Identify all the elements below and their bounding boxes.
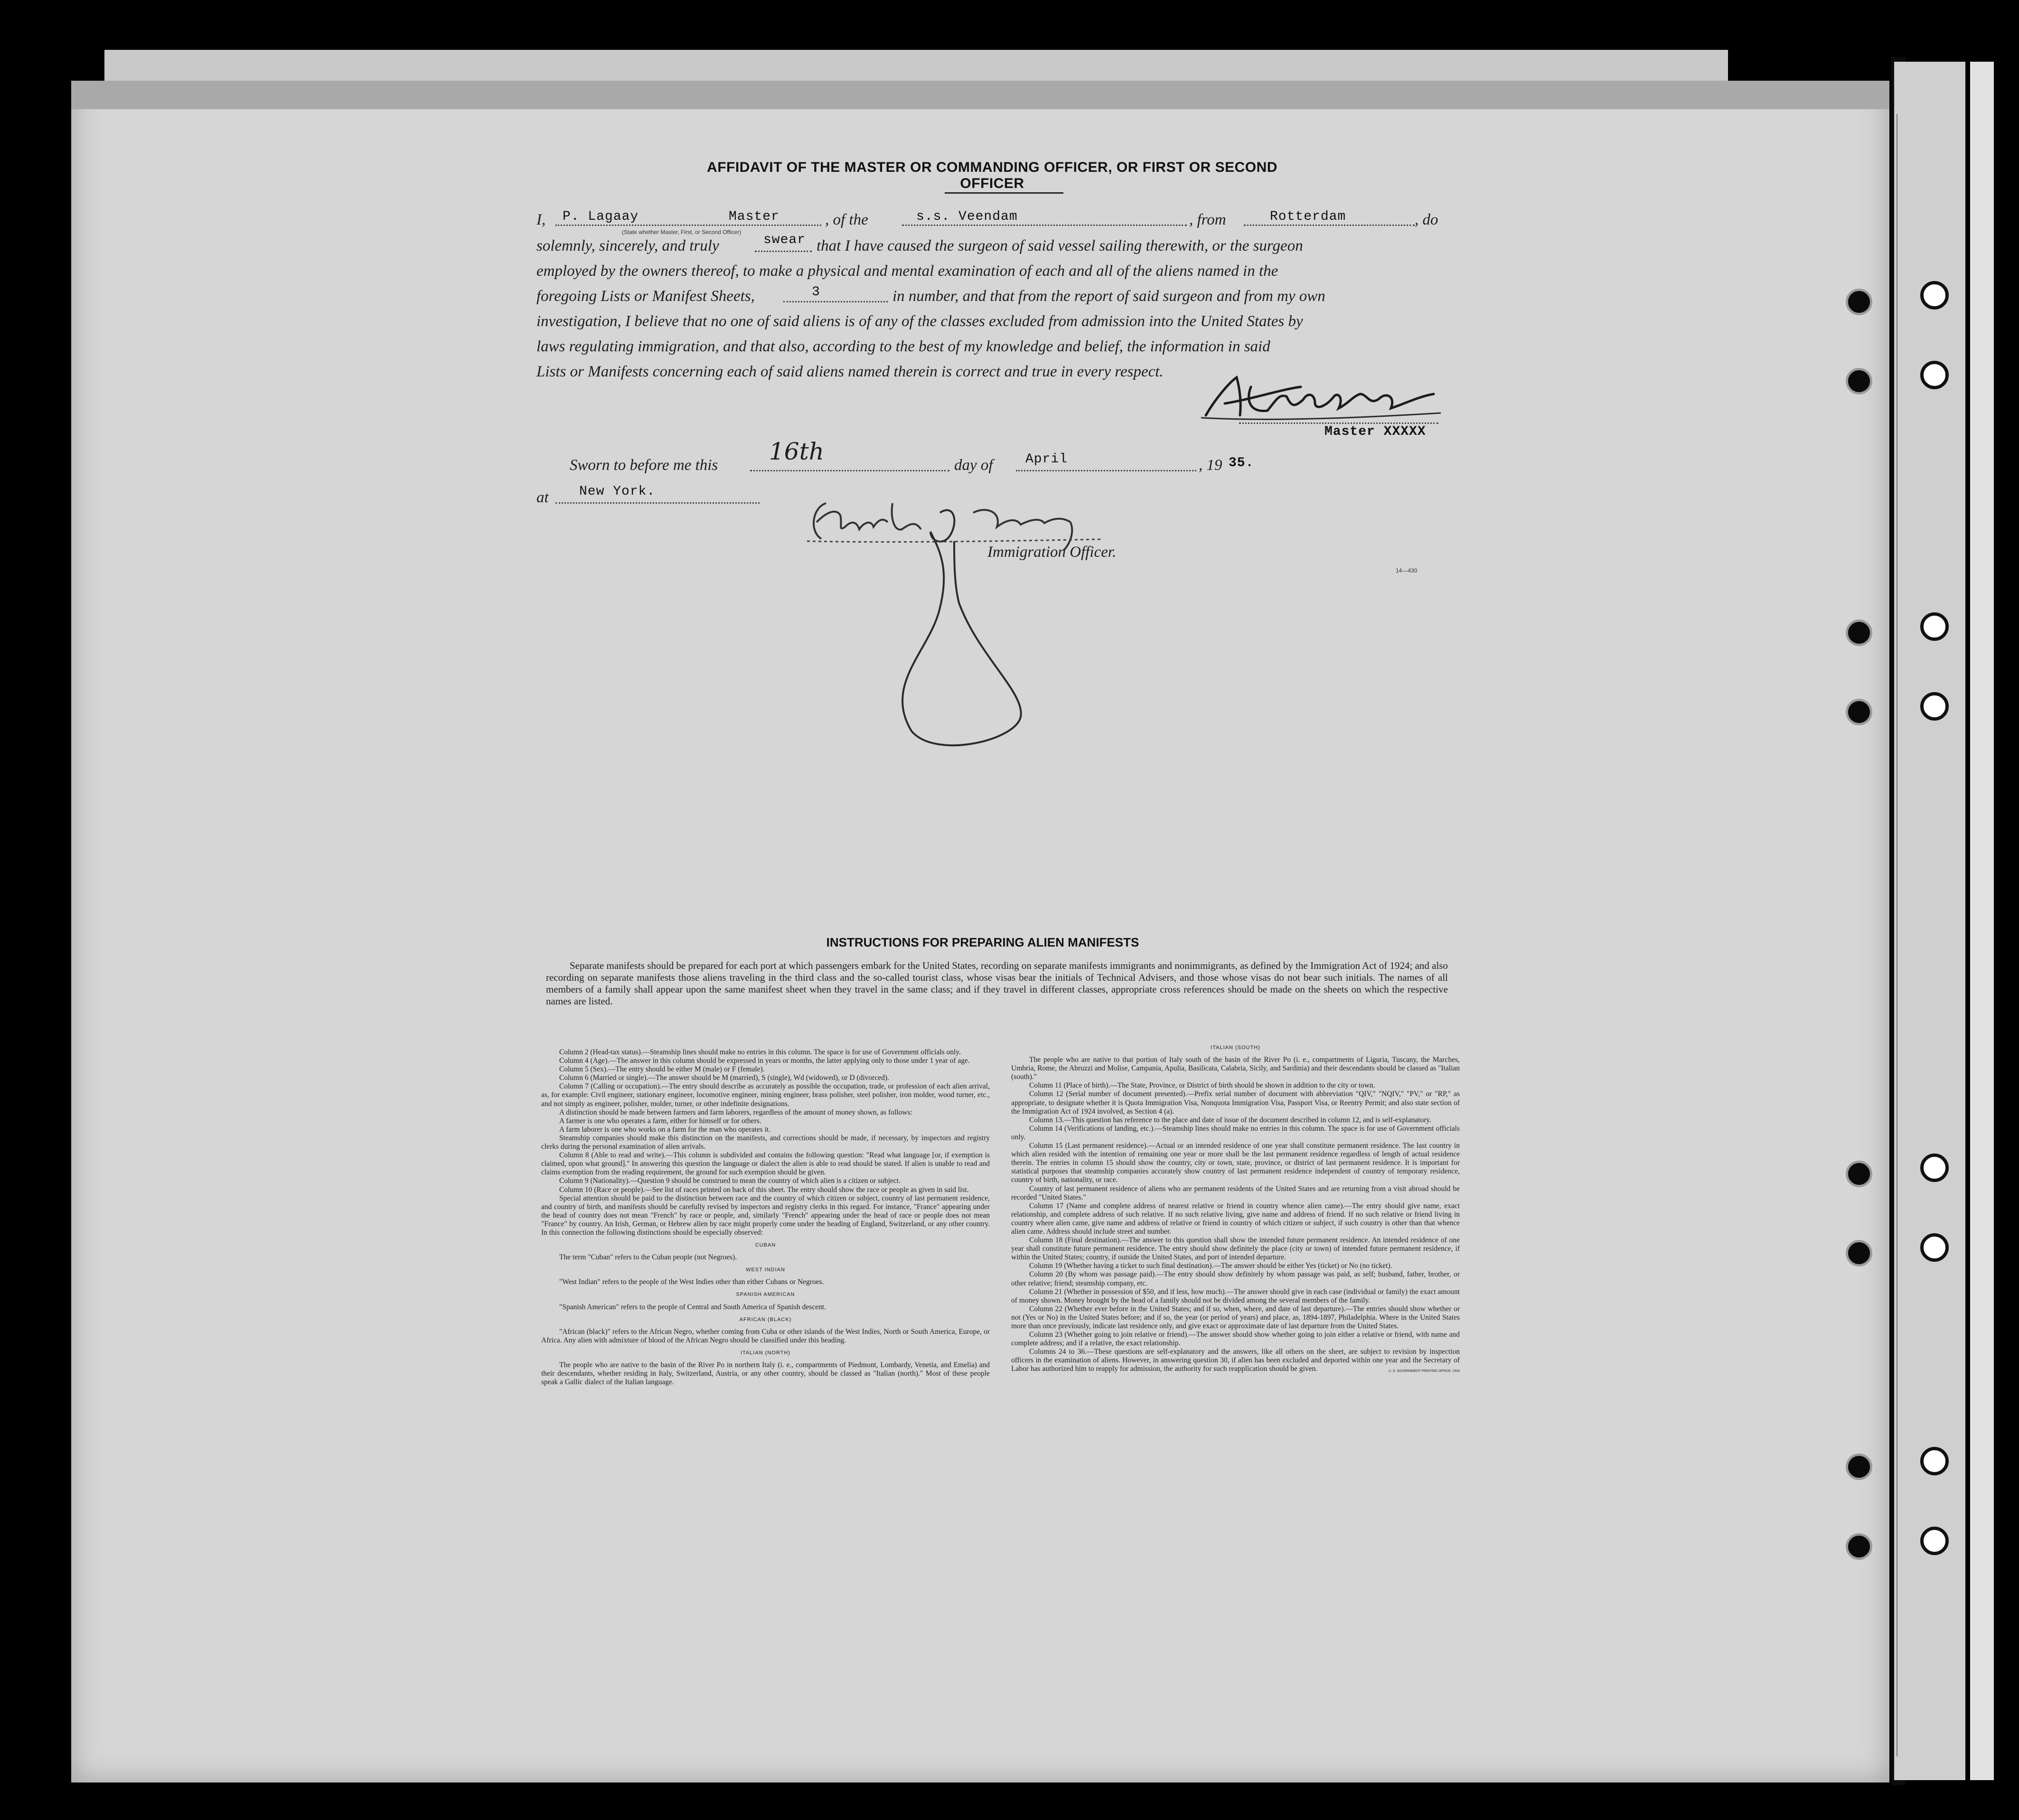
at-text: at xyxy=(536,489,549,506)
instruction-paragraph: Column 11 (Place of birth).—The State, Province, or District of birth should be shown in addition to the city or town. xyxy=(1029,1081,1375,1090)
text-line-4b: in number, and that from the report of said surgeon and from my own xyxy=(892,288,1325,305)
text-line-3: employed by the owners thereof, to make a physical and mental examination of each and all of the aliens named in the xyxy=(536,263,1278,280)
section-text-cuban: The term "Cuban" refers to the Cuban people (not Negroes). xyxy=(559,1253,737,1262)
instruction-paragraph: Column 2 (Head-tax status).—Steamship lines should make no entries in this column. The space is for use of Government officials only. xyxy=(559,1048,961,1056)
section-text-italian-north: The people who are native to the basin of the River Po in northern Italy (i. e., compartments of Piedmont, Lombardy, Venetia, and Emelia) and their descendants, whether residing in Italy, Switzerland, Austria, or any other country, should be classed as "Italian (north)." Most of these people speak a Gallic dialect of the Italian language. xyxy=(541,1361,990,1387)
binder-hole xyxy=(1920,281,1949,310)
sworn-line xyxy=(536,438,1448,480)
punch-hole xyxy=(1846,1240,1872,1266)
instruction-paragraph: A distinction should be made between farmers and farm laborers, regardless of the amount of money shown, as follows: xyxy=(559,1108,912,1116)
instruction-paragraph: A farm laborer is one who works on a farm for the man who operates it. xyxy=(559,1125,771,1134)
sworn-year: 35. xyxy=(1229,456,1254,470)
vessel-field-line xyxy=(902,225,1187,226)
binder-hole xyxy=(1920,692,1949,721)
sworn-text: Sworn to before me this xyxy=(570,457,718,474)
section-heading-african: AFRICAN (BLACK) xyxy=(739,1316,792,1323)
affidavit-line-4 xyxy=(536,285,1448,311)
affidavit-line-3 xyxy=(536,263,1448,286)
instructions-left-column xyxy=(541,1048,990,1387)
vessel-name: s.s. Veendam xyxy=(916,209,1018,224)
section-text-african: "African (black)" refers to the African Negro, whether coming from Cuba or other islands of the West Indies, North or South America, Europe, or Africa. Any alien with admixture of blood of the African Negro should be classified under this heading. xyxy=(541,1327,990,1344)
struck-title: XXXXX xyxy=(1383,424,1426,439)
punch-hole xyxy=(1846,1454,1872,1480)
rank-caption: (State whether Master, First, or Second Officer) xyxy=(622,229,742,235)
immigration-officer-signature xyxy=(798,494,1101,769)
sheets-field-line xyxy=(783,301,888,302)
name-field-line xyxy=(555,225,821,226)
intro-text: I, xyxy=(536,211,546,228)
instruction-paragraph: Column 13.—This question has reference to the place and date of issue of the document described in column 12, and is self-explanatory. xyxy=(1029,1116,1431,1124)
instruction-paragraph: Column 22 (Whether ever before in the United States; and if so, when, where, and date of last departure).—The entries should show whether or not (Yes or No) in the United States before; and if so, the year (or period of years) and place, as, 1894-1897, Philadelphia. Where in the United States more than once previously, indicate last residence only, and give exact or approximate date of last departure from the United States. xyxy=(1011,1304,1460,1330)
officer-rank: Master xyxy=(729,209,779,224)
year-prefix: , 19 xyxy=(1199,457,1222,474)
instruction-paragraph: Column 18 (Final destination).—The answer to this question shall show the intended future permanent residence. An intended residence of one year shall constitute future permanent residence. The entry should show definitely the place (city or town) of intended future permanent residence, if within the United States; country, if outside the United States, and port of intended departure. xyxy=(1011,1236,1460,1262)
intro-paragraph: Separate manifests should be prepared for each port at which passengers embark for the United States, recording on separate manifests immigrants and nonimmigrants, as defined by the Immigration Act of 1924; and also recording on separate manifests those aliens traveling in the third class and the so-called tourist class, whose visas bear the initials of Technical Advisers, and those whose visas do not bear such initials. The names of all members of a family shall appear upon the same manifest sheet when they travel in the same class; and if they travel in different classes, appropriate cross references should be made on the sheets on which the respective names are listed. xyxy=(546,960,1448,1007)
sworn-place: New York. xyxy=(579,484,656,499)
text-line-2: that I have caused the surgeon of said vessel sailing therewith, or the surgeon xyxy=(817,237,1303,254)
departure-port: Rotterdam xyxy=(1270,209,1346,224)
master-signature-caption: Master XXXXX xyxy=(1324,424,1426,439)
binder-hole xyxy=(1920,1154,1949,1182)
text-line-6: laws regulating immigration, and that also, according to the best of my knowledge and belief, the information in said xyxy=(536,338,1270,355)
instruction-paragraph: Column 7 (Calling or occupation).—The entry should describe as accurately as possible the occupation, trade, or profession of each alien arrival, as, for example: Civil engineer, stationary engineer, locomotive engineer, mining engineer, brass polisher, steel polisher, iron molder, wood turner, etc., and not simply as engineer, polisher, molder, turner, or other indefinite designations. xyxy=(541,1082,990,1108)
text-line-4a: foregoing Lists or Manifest Sheets, xyxy=(536,288,755,305)
place-field-line xyxy=(555,502,760,504)
sworn-day: 16th xyxy=(769,438,824,465)
signature-field-line xyxy=(1239,422,1438,424)
from-text: , from xyxy=(1189,211,1226,228)
sheet-count: 3 xyxy=(812,285,820,300)
instruction-paragraph: Country of last permanent residence of aliens who are permanent residents of the United States and are returning from a visit abroad should be recorded "United States." xyxy=(1011,1184,1460,1201)
punch-hole xyxy=(1846,1161,1872,1187)
binder-hole xyxy=(1920,1527,1949,1555)
punch-hole xyxy=(1846,699,1872,725)
text-line-7: Lists or Manifests concerning each of said aliens named therein is correct and true in every respect. xyxy=(536,363,1164,380)
affidavit-line-6 xyxy=(536,338,1448,362)
title-rule xyxy=(945,192,1063,194)
month-field-line xyxy=(1016,470,1196,471)
instructions-title: INSTRUCTIONS FOR PREPARING ALIEN MANIFESTS xyxy=(826,935,1139,949)
punch-hole xyxy=(1846,619,1872,646)
punch-hole xyxy=(1846,1533,1872,1560)
instruction-paragraph: Column 14 (Verifications of landing, etc.).—Steamship lines should make no entries in this column. The space is for use of Government officials only. xyxy=(1011,1124,1460,1141)
instruction-paragraph: Column 20 (By whom was passage paid).—The entry should show definitely by whom passage was paid, as self; husband, father, brother, or other relative; friend; steamship company, etc. xyxy=(1011,1270,1460,1287)
instruction-paragraph: The people who are native to that portion of Italy south of the basin of the River Po (i. e., compartments of Liguria, Tuscany, the Marches, Umbria, Rome, the Abruzzi and Molise, Campania, Apulia, Basilicata, Calabria, Sicily, and Sardinia) and their descendants should be classed as "Italian (south)." xyxy=(1011,1056,1460,1081)
affidavit-line-2 xyxy=(536,233,1448,261)
instruction-paragraph: Column 23 (Whether going to join relative or friend).—The answer should show whether going to join either a relative or friend, with name and complete address; and if a relative, the exact relationship. xyxy=(1011,1331,1460,1348)
instruction-paragraph: Column 12 (Serial number of document presented).—Prefix serial number of document with abbreviation "QIV," "NQIV," "PV," or "RP," as appropriate, to designate whether it is Quota Immigration Visa, Nonquota Immigration Visa, Passport Visa, or Reentry Permit; and also state section of the Immigration Act of 1924 involved, as Section 4 (a). xyxy=(1011,1090,1460,1116)
binder-hole xyxy=(1920,1233,1949,1262)
instruction-paragraph: Columns 24 to 36.—These questions are self-explanatory and the answers, like all others on the sheet, are subject to revision by inspection officers in the examination of aliens. However, in answering question 30, if alien has been excluded and deported within one year and the Secretary of Labor has authorized him to reapply for admission, the authority for such reapplication should be given. xyxy=(1011,1348,1460,1373)
instruction-paragraph: Steamship companies should make this distinction on the manifests, and corrections should be made, if necessary, by inspectors and registry clerks during the personal examination of alien arrivals. xyxy=(541,1134,990,1151)
binder-hole xyxy=(1920,1447,1949,1475)
of-the-text: , of the xyxy=(825,211,868,228)
page-top-edge xyxy=(71,81,1889,109)
instruction-paragraph: Special attention should be paid to the distinction between race and the country of which citizen or subject, country of last permanent residence, and country of birth, and manifests should be carefully revised by inspectors and registry clerks in this regard. For instance, "France" appearing under the head of country does not mean "French" by race or people, and, similarly "French" appearing under the head of race or people does not mean "France" by country. An Irish, German, or Hebrew alien by race might properly come under the heading of England, Switzerland, or any other country. In this connection the following distinctions should be especially observed: xyxy=(541,1194,990,1237)
section-text-spanish-american: "Spanish American" refers to the people of Central and South America of Spanish descent. xyxy=(559,1303,826,1311)
solemnly-text: solemnly, sincerely, and truly xyxy=(536,237,719,254)
port-field-line xyxy=(1244,225,1415,226)
instruction-paragraph: A farmer is one who operates a farm, either for himself or for others. xyxy=(559,1116,761,1125)
oath-word: swear xyxy=(763,233,806,247)
section-heading-cuban: CUBAN xyxy=(755,1242,776,1248)
master-name: P. Lagaay xyxy=(563,209,639,224)
section-text-west-indian: "West Indian" refers to the people of the West Indies other than either Cubans or Negroes. xyxy=(559,1278,824,1286)
instruction-paragraph: Column 15 (Last permanent residence).—Actual or an intended residence of one year shall constitute permanent residence. The last country in which alien resided with the intention of remaining one year or more shall be the last permanent residence regardless of length of actual residence therein. The entries in column 15 should show the country, city or town, state, province, or district of last permanent residence. It is important for statistical purposes that steamship companies accurately show country of last permanent residence independent of country of temporary residence, country of birth, nationality, or race. xyxy=(1011,1142,1460,1184)
binder-strip xyxy=(1894,62,1965,1780)
instruction-paragraph: Column 17 (Name and complete address of nearest relative or friend in country whence alien came).—The entry should give name, exact relationship, and complete address of such relative. If no such relative living, give name and address of friend. If no such relative or friend living in country where alien came, give name and address of relative or friend in country of which citizen or subject, if such country is other than that whence alien came. Address should include street and number. xyxy=(1011,1201,1460,1236)
affidavit-line-5 xyxy=(536,313,1448,337)
master-signature xyxy=(1196,370,1443,427)
binder-hole xyxy=(1920,361,1949,389)
instructions-right-column xyxy=(1011,1040,1460,1376)
instruction-paragraph: Column 6 (Married or single).—The answer should be M (married), S (single), Wd (widowed), or D (divorced). xyxy=(559,1074,889,1082)
affidavit-title: AFFIDAVIT OF THE MASTER OR COMMANDING OFFICER, OR FIRST OR SECOND OFFICER xyxy=(707,159,1277,191)
section-heading-west-indian: WEST INDIAN xyxy=(746,1267,785,1273)
printing-office-imprint: U. S. GOVERNMENT PRINTING OFFICE: 1934 xyxy=(1388,1369,1460,1373)
text-line-5: investigation, I believe that no one of said aliens is of any of the classes excluded from admission into the United States by xyxy=(536,313,1303,330)
binder-strip-edge xyxy=(1970,62,1994,1780)
day-of-text: day of xyxy=(954,457,993,474)
instruction-paragraph: Column 21 (Whether in possession of $50, and if less, how much).—The answer should give in each case (individual or family) the exact amount of money shown. Money brought by the head of a family should not be divided among the several members of the family. xyxy=(1011,1287,1460,1304)
instruction-paragraph: Column 5 (Sex).—The entry should be either M (male) or F (female). xyxy=(559,1065,765,1074)
section-heading-italian-south: ITALIAN (SOUTH) xyxy=(1211,1045,1260,1051)
instruction-paragraph: Column 8 (Able to read and write).—This column is subdivided and contains the following question: "Read what language [or, if exemption is claimed, upon what ground]." In answering this question the language or dialect the alien is able to read should be stated. If alien is unable to read and claims exemption from the reading requirement, the ground for such exemption should be given. xyxy=(541,1151,990,1177)
punch-hole xyxy=(1846,368,1872,394)
do-text: , do xyxy=(1415,211,1438,228)
punch-hole xyxy=(1846,289,1872,315)
form-number: 14—430 xyxy=(1396,567,1418,574)
immigration-officer-label: Immigration Officer. xyxy=(987,544,1117,561)
sworn-month: April xyxy=(1025,452,1068,467)
instruction-paragraph: Column 19 (Whether having a ticket to such final destination).—The answer should be either Yes (ticket) or No (no ticket). xyxy=(1029,1262,1392,1270)
instruction-paragraph: Column 10 (Race or people).—See list of races printed on back of this sheet. The entry should show the race or people as given in said list. xyxy=(559,1185,969,1194)
section-heading-italian-north: ITALIAN (NORTH) xyxy=(740,1350,791,1356)
binder-hole xyxy=(1920,612,1949,641)
oath-field-line xyxy=(755,251,812,252)
instructions-intro xyxy=(546,960,1448,1007)
instruction-paragraph: Column 9 (Nationality).—Question 9 should be construed to mean the country of which alien is a citizen or subject. xyxy=(559,1177,901,1185)
section-heading-spanish-american: SPANISH AMERICAN xyxy=(736,1292,795,1298)
instruction-paragraph: Column 4 (Age).—The answer in this column should be expressed in years or months, the latter applying only to those under 1 year of age. xyxy=(559,1057,970,1065)
day-field-line xyxy=(750,470,949,471)
